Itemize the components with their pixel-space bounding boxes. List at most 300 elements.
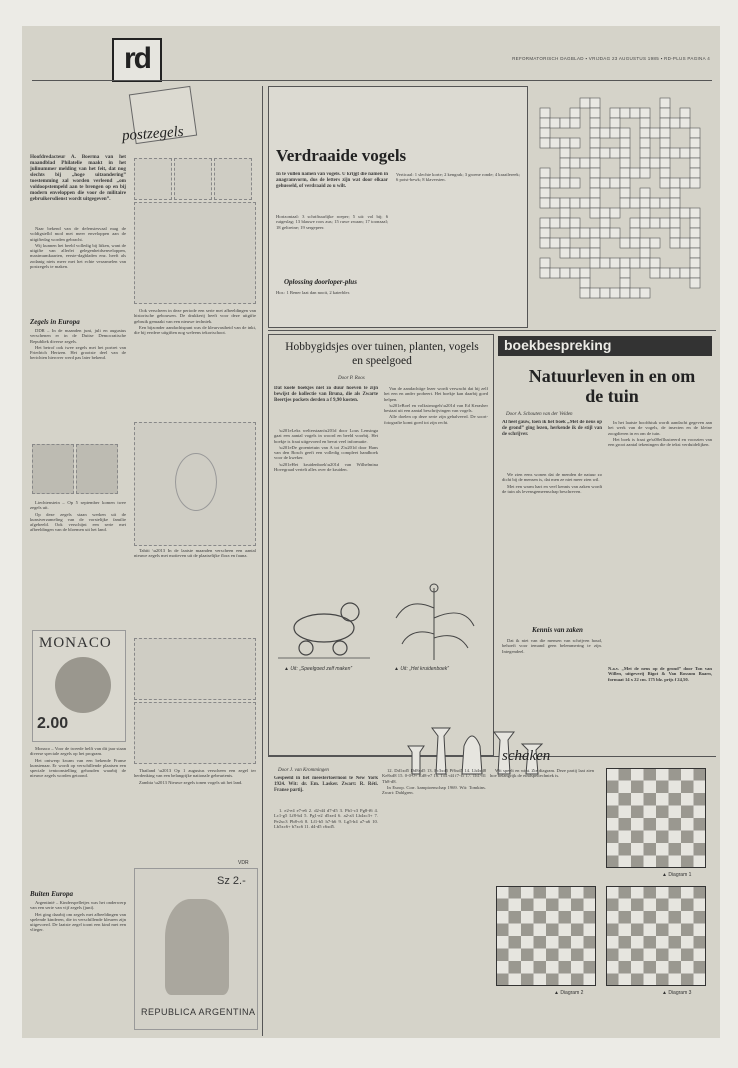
chess-square [681, 936, 694, 949]
crossword-cell [610, 288, 620, 298]
chess-square [669, 843, 682, 856]
chess-square [644, 781, 657, 794]
crossword-cell [640, 118, 650, 128]
crossword-cell [620, 258, 630, 268]
crossword-cell [610, 208, 620, 218]
chess-square [656, 831, 669, 844]
chess-square [521, 961, 534, 974]
chess-square [631, 768, 644, 781]
header-rule [32, 80, 712, 81]
chess-square [619, 899, 632, 912]
crossword-cell [640, 238, 650, 248]
chess-square [559, 924, 572, 937]
chess-square [571, 936, 584, 949]
chess-square [619, 961, 632, 974]
chess-square [631, 856, 644, 869]
crossword-cell [620, 168, 630, 178]
chess-square [669, 924, 682, 937]
chess-square [521, 974, 534, 987]
crossword-cell [600, 218, 610, 228]
chess-square [509, 886, 522, 899]
chess-square [619, 911, 632, 924]
crossword-cell [540, 138, 550, 148]
hobby-body-1: \u201eLeks welterstaan\u201d door Lous Lensinga gaat een aantal vogels in woord en beeld voorbij. Het boekje is fraai uitgevoerd en bevat veel informatie. \u201eDe groentetuin van A tot Z\u201d door Hans van den Bosch geeft een volledig compleet handboek voor de kweker. \u201eHet kruidenboek\u201d van Wilhelmina Hovegraad vertelt alles over de kruiden. [274, 428, 378, 473]
crossword-cell [660, 198, 670, 208]
chess-square [656, 781, 669, 794]
chess-square [631, 936, 644, 949]
crossword-cell [660, 168, 670, 178]
crossword-cell [650, 268, 660, 278]
crossword-cell [660, 268, 670, 278]
crossword-cell [540, 128, 550, 138]
chess-square [619, 843, 632, 856]
crossword-cell [590, 248, 600, 258]
crossword-cell [550, 218, 560, 228]
chess-square [644, 886, 657, 899]
column-rule-left [262, 86, 263, 1036]
chess-square [606, 961, 619, 974]
crossword-cell [540, 168, 550, 178]
crossword-cell [590, 98, 600, 108]
chess-square [606, 899, 619, 912]
chess-square [631, 781, 644, 794]
chess-square [619, 793, 632, 806]
diagram-1-caption: ▲ Diagram 1 [662, 872, 692, 878]
crossword-cell [550, 178, 560, 188]
crossword-cell [560, 178, 570, 188]
crossword-cell [640, 288, 650, 298]
chess-square [606, 974, 619, 987]
chess-square [631, 911, 644, 924]
chess-square [681, 924, 694, 937]
crossword-cell [640, 258, 650, 268]
crossword-cell [690, 248, 700, 258]
chess-square [681, 843, 694, 856]
chess-square [559, 961, 572, 974]
chess-square [631, 843, 644, 856]
crossword-cell [690, 228, 700, 238]
chess-square [656, 936, 669, 949]
chess-square [656, 974, 669, 987]
diagram-3-caption: ▲ Diagram 3 [662, 990, 692, 996]
chess-square [669, 856, 682, 869]
crossword-cell [560, 268, 570, 278]
chess-square [546, 886, 559, 899]
chess-square [669, 768, 682, 781]
schaken-body-3: Wit speelt en wint. Zie diagram. Deze partij laat zien hoe belangrijk de eindspeltechniek is. [490, 768, 594, 779]
chess-pieces-graphic [402, 716, 562, 776]
crossword-grid [530, 88, 710, 308]
chess-square [584, 899, 597, 912]
chess-square [694, 924, 707, 937]
chess-square [509, 961, 522, 974]
chess-square [681, 806, 694, 819]
crossword-cell [560, 238, 570, 248]
crossword-cell [590, 148, 600, 158]
chess-square [534, 949, 547, 962]
crossword-cell [640, 188, 650, 198]
crossword-cell [590, 238, 600, 248]
chess-square [509, 899, 522, 912]
chess-square [546, 949, 559, 962]
crossword-cell [570, 268, 580, 278]
crossword-cell [640, 208, 650, 218]
chess-square [571, 899, 584, 912]
chess-square [694, 806, 707, 819]
crossword-cell [650, 218, 660, 228]
chess-square [606, 924, 619, 937]
boek-banner-text: boekbespreking [504, 337, 612, 353]
chess-square [534, 911, 547, 924]
crossword-cell [630, 198, 640, 208]
chess-square [584, 949, 597, 962]
schaken-title: schaken [502, 748, 551, 764]
hobby-body-2: Van de aandachtige lezer wordt verwacht dat hij zelf het een en ander probeert. Het boekje kan daarbij goed helpen. \u201eBoel en volkstrnogels\u201d van Ed Kerasher bestaat uit een aantal beschrijvingen van vogels. Alle doelen op deze serie zijn gehalveerd. De soort-fotografie komt goed tot zijn recht. [384, 386, 488, 425]
crossword-cell [550, 238, 560, 248]
chess-square [584, 911, 597, 924]
chess-square [631, 886, 644, 899]
chess-square [606, 911, 619, 924]
chess-square [559, 936, 572, 949]
chess-square [656, 961, 669, 974]
crossword-cell [640, 218, 650, 228]
chess-square [619, 781, 632, 794]
crossword-cell [570, 158, 580, 168]
chess-square [644, 911, 657, 924]
chess-square [571, 961, 584, 974]
crossword-cell [660, 108, 670, 118]
stamp-small-2 [174, 158, 212, 200]
crossword-cell [560, 198, 570, 208]
crossword-cell [560, 148, 570, 158]
toy-duck-illustration [272, 582, 376, 662]
crossword-cell [600, 258, 610, 268]
chess-square [584, 974, 597, 987]
chess-square [521, 886, 534, 899]
crossword-cell [630, 258, 640, 268]
chess-square [619, 974, 632, 987]
chess-square [606, 806, 619, 819]
chess-square [606, 781, 619, 794]
chess-square [681, 768, 694, 781]
boek-title: Natuurleven in en om de tuin [528, 366, 696, 406]
chess-square [681, 911, 694, 924]
crossword-cell [600, 148, 610, 158]
chess-square [631, 806, 644, 819]
chess-square [681, 793, 694, 806]
schaken-body-1: 1. e2-e4 e7-e6 2. d2-d4 d7-d5 3. Pb1-c3 Pg8-f6 4. Lc1-g5 Lf8-b4 5. Pg1-e2 d5xe4 6. a2-a3 Lb4xc3+ 7. Pe2xc3 Pb8-c6 8. Lf1-b5 h7-h6 9. Lg5-h4 a7-a6 10. Lb5xc6+ b7xc6 11. d4-d5 c6xd5. [274, 808, 378, 829]
chess-square [656, 886, 669, 899]
crossword-cell [540, 258, 550, 268]
postzegels-ddr: DDR – In de maanden juni, juli en augustus verschenen er in de Duitse Democratische Republiek diverse zegels. Het betrof ook twee zegels met het portret van Friedrich Hertzen. Het grootste deel van de berichten hierover werd pas later bekend. [30, 328, 126, 361]
chess-square [694, 899, 707, 912]
chess-square [606, 936, 619, 949]
crossword-cell [590, 158, 600, 168]
chess-square [669, 949, 682, 962]
crossword-cell [570, 198, 580, 208]
crossword-cell [680, 238, 690, 248]
crossword-cell [660, 118, 670, 128]
chess-square [521, 899, 534, 912]
chess-square [656, 899, 669, 912]
chess-square [534, 886, 547, 899]
crossword-cell [580, 228, 590, 238]
chess-square [619, 768, 632, 781]
crossword-cell [630, 168, 640, 178]
crossword-cell [680, 108, 690, 118]
chess-square [559, 974, 572, 987]
chess-square [644, 831, 657, 844]
postzegels-body-4: Thailand \u2013 Op 1 augustus verscheen een zegel ter herdenking van een belangrijke nationale gebeurtenis. Zambia \u2013 Nieuwe zegels tonen vogels uit het land. [134, 768, 256, 785]
crossword-cell [640, 148, 650, 158]
chess-square [644, 843, 657, 856]
crossword-cell [620, 148, 630, 158]
chess-square [534, 936, 547, 949]
chess-square [606, 768, 619, 781]
crossword-cell [580, 98, 590, 108]
crossword-cell [600, 208, 610, 218]
chess-square [559, 886, 572, 899]
chess-square [669, 936, 682, 949]
herb-illustration [382, 578, 486, 662]
crossword-cell [560, 208, 570, 218]
chess-square [656, 924, 669, 937]
crossword-cell [640, 138, 650, 148]
crossword-cell [600, 178, 610, 188]
crossword-cell [610, 228, 620, 238]
crossword-cell [590, 118, 600, 128]
chess-square [496, 886, 509, 899]
monaco-portrait [55, 657, 111, 713]
crossword-cell [550, 268, 560, 278]
crossword-cell [690, 168, 700, 178]
chess-square [619, 806, 632, 819]
crossword-cell [560, 248, 570, 258]
crossword-cell [600, 228, 610, 238]
chess-square [694, 886, 707, 899]
chess-square [546, 974, 559, 987]
chess-square [656, 843, 669, 856]
chess-square [656, 768, 669, 781]
header-line: REFORMATORISCH DAGBLAD ▪ VRIJDAG 23 AUGUSTUS 1985 ▪ RD-PLUS PAGINA 4 [512, 56, 710, 61]
crossword-cell [690, 138, 700, 148]
crossword-cell [660, 138, 670, 148]
postzegels-lead: Hoofdredacteur A. Boerma van het maandblad Philatelie maakt in het julinummer melding van het feit, dat nog slechts bij „hoge uitzondering” toestemming zal worden verleend „om voldoopstempeld aan te brengen op en bij modern enveloppen die voor de militaire gebruikersdienst wordt uitgegeven”. [30, 154, 126, 202]
crossword-cell [620, 238, 630, 248]
crossword-cell [660, 158, 670, 168]
stamp-block-top [134, 202, 256, 304]
crossword-cell [640, 158, 650, 168]
chess-square [694, 818, 707, 831]
chess-square [559, 911, 572, 924]
crossword-cell [640, 128, 650, 138]
chess-square [681, 818, 694, 831]
crossword-cell [610, 258, 620, 268]
chess-square [571, 886, 584, 899]
crossword-cell [670, 198, 680, 208]
hobby-title: Hobbygidsjes over tuinen, planten, vogels en speelgoed [285, 341, 479, 367]
chess-square [509, 974, 522, 987]
crossword-cell [560, 168, 570, 178]
caption-kruidenboek: ▲ Uit: „Het kruidenboek” [394, 666, 449, 672]
chess-square [669, 911, 682, 924]
crossword-cell [690, 268, 700, 278]
hobby-lead: Dat koele boekjes niet zo duur hoeven te zijn bewijst de kollectie van Bruna, die als Zwarte Beertjes pockets derden a f 9,90 kosten. [274, 386, 378, 403]
stamp-small-1 [134, 158, 172, 200]
boek-body-2: Dat ik niet van die mensen van schrijven houd, behoeft voor iemand geen belemmering te zijn. Integendeel. [502, 638, 602, 654]
argentina-stamp [134, 868, 258, 1030]
postzegels-liechtenstein: Liechtenstein – Op 5 september komen twee zegels uit. Op deze zegels staan werken uit de kunstverzameling van de vorstelijke familie afgebeeld. Ook verschijnt een serie met afbeeldingen van de bloemen uit het land. [30, 500, 126, 533]
crossword-cell [570, 178, 580, 188]
crossword-cell [660, 98, 670, 108]
crossword-cell [660, 218, 670, 228]
crossword-cell [590, 138, 600, 148]
crossword-cell [630, 238, 640, 248]
crossword-cell [540, 118, 550, 128]
chess-square [496, 936, 509, 949]
chess-square [559, 899, 572, 912]
vogels-intro: In te vullen namen van vogels. U krijgt die namen in anagramvorm, dus de letters zijn wat door elkaar gehusseld, of verdraaid zo u wilt. [276, 172, 388, 189]
chess-square [669, 899, 682, 912]
crossword-cell [690, 178, 700, 188]
chess-square [606, 793, 619, 806]
crossword-cell [640, 198, 650, 208]
postzegels-argentinie: Argentinië – Kinderspelletjes was het onderwerp van een serie van vijf zegels (juni). Het ging daarbij om zegels met afbeeldingen van spelende kinderen, die in verschillende kleuren zijn uitgevoerd. De laatste zegel toont een kind met een vlieger. [30, 900, 126, 933]
heading-kennis: Kennis van zaken [532, 626, 583, 634]
crossword-cell [650, 128, 660, 138]
chess-square [694, 911, 707, 924]
chess-square [631, 793, 644, 806]
chess-square [644, 924, 657, 937]
chess-square [606, 831, 619, 844]
crossword-cell [690, 208, 700, 218]
chess-square [619, 936, 632, 949]
crossword-cell [600, 288, 610, 298]
chess-square [546, 961, 559, 974]
chess-square [584, 936, 597, 949]
schaken-lead: Gespeeld in het meestertoernooi te New York 1924. Wit: dr. Em. Lasker. Zwart: R. Réti. Franse partij. [274, 776, 378, 793]
chess-square [546, 936, 559, 949]
boek-author: Door A. Schouten van der Velden [506, 412, 573, 417]
crossword-cell [540, 178, 550, 188]
crossword-cell [570, 108, 580, 118]
crossword-cell [640, 248, 650, 258]
crossword-cell [590, 288, 600, 298]
crossword-cell [540, 188, 550, 198]
crossword-cell [590, 188, 600, 198]
crossword-cell [670, 238, 680, 248]
crossword-cell [580, 278, 590, 288]
chess-square [606, 843, 619, 856]
chess-square [619, 886, 632, 899]
chess-square [509, 936, 522, 949]
crossword-cell [690, 238, 700, 248]
chess-square [606, 949, 619, 962]
crossword-cell [590, 198, 600, 208]
chess-square [521, 924, 534, 937]
diagram-2-caption: ▲ Diagram 2 [554, 990, 584, 996]
stamp-block-middle [134, 422, 256, 546]
chess-square [694, 974, 707, 987]
crossword-cell [570, 118, 580, 128]
crossword-cell [560, 218, 570, 228]
crossword-cell [690, 158, 700, 168]
chess-square [694, 936, 707, 949]
chess-square [656, 818, 669, 831]
crossword-cell [680, 178, 690, 188]
chess-square [656, 856, 669, 869]
chess-square [669, 831, 682, 844]
chess-square [694, 768, 707, 781]
crossword-cell [540, 228, 550, 238]
chess-square [694, 781, 707, 794]
chess-square [631, 961, 644, 974]
boek-body-1: We zien eens wonen dat de menden de natuur zo dicht bij de mensen is, dat men ze niet meer zien wil. Met een warm hart en veel kennis van zaken wordt de tuin als levensgemeenschap beschreven. [502, 472, 602, 494]
caption-speelgoed: ▲ Uit: „Speelgoed zelf maken” [284, 666, 353, 672]
crossword-cell [650, 198, 660, 208]
crossword-cell [670, 188, 680, 198]
crossword-cell [620, 128, 630, 138]
chess-square [534, 961, 547, 974]
boek-body-3: In het laatste hoofdstuk wordt aandacht gegeven aan het werk van de vogels, de insecten en de kleine zoogdieren in en om de tuin. Het boek is fraai ge\u00efllustreerd en voorzien van een groot aantal tekeningen die de tekst verduidelijken. [608, 420, 712, 448]
chess-square [534, 974, 547, 987]
chess-square [681, 899, 694, 912]
monaco-value: 2.00 [37, 715, 69, 732]
chess-square [559, 949, 572, 962]
chess-square [571, 911, 584, 924]
crossword-cell [630, 228, 640, 238]
chess-square [521, 911, 534, 924]
chess-square [644, 949, 657, 962]
argentina-value: Sz 2.- [217, 875, 246, 887]
chess-square [681, 856, 694, 869]
chess-square [694, 793, 707, 806]
monaco-label: MONACO [39, 635, 112, 651]
chess-square [669, 974, 682, 987]
chess-square [496, 974, 509, 987]
chess-square [644, 768, 657, 781]
crossword-cell [560, 158, 570, 168]
chess-square [669, 961, 682, 974]
chess-square [644, 806, 657, 819]
chess-square [694, 856, 707, 869]
crossword-cell [670, 268, 680, 278]
chess-square [681, 961, 694, 974]
chess-square [546, 899, 559, 912]
crossword-cell [670, 148, 680, 158]
crossword-cell [560, 138, 570, 148]
chess-square [644, 936, 657, 949]
chess-square [584, 886, 597, 899]
crossword-cell [690, 128, 700, 138]
hobby-author: Door P. Roos [338, 376, 365, 381]
chess-square [496, 961, 509, 974]
crossword-cell [570, 248, 580, 258]
crossword-cell [680, 118, 690, 128]
crossword-cell [590, 228, 600, 238]
chess-square [681, 974, 694, 987]
crossword-cell [680, 208, 690, 218]
chess-square [644, 961, 657, 974]
crossword-cell [580, 268, 590, 278]
chess-square [656, 793, 669, 806]
crossword-cell [640, 168, 650, 178]
chess-square [606, 818, 619, 831]
crossword-cell [620, 138, 630, 148]
crossword-cell [690, 258, 700, 268]
chess-square [496, 949, 509, 962]
postzegels-body-3: Tahiti \u2013 In de laatste maanden verscheen een aantal nieuwe zegels met motieven uit de plaatselijke flora en fauna. [134, 548, 256, 559]
